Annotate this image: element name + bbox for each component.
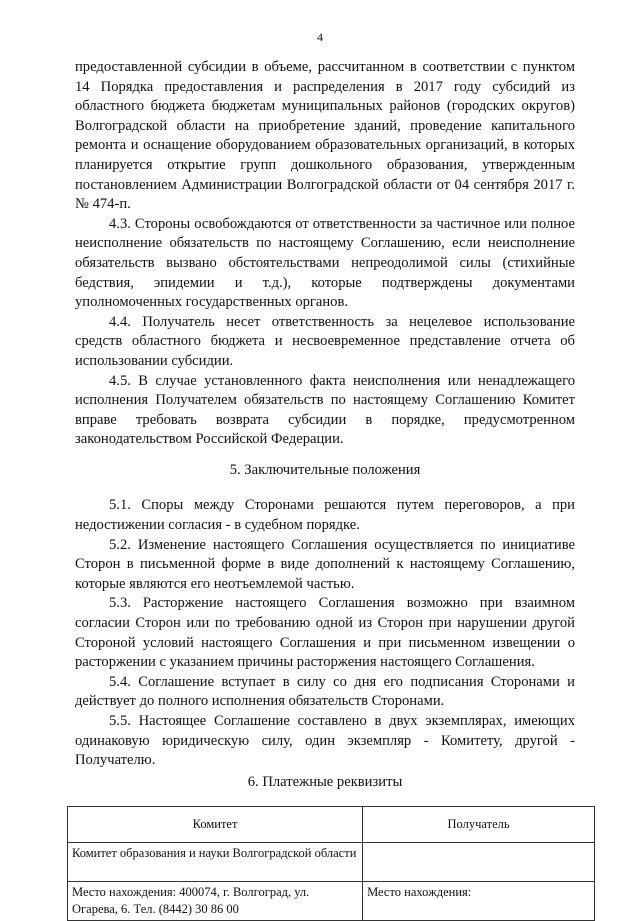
paragraph-4-2-continuation: предоставленной субсидии в объеме, рассчитанном в соответствии с пунктом 14 Порядка предоставления и распределения в 2017 году субсидий из областного бюджета бюджетам муниципальных районов (городских округов) Волгоградской области на приобретение зданий, проведение капитального ремонта и оснащение оборудованием образовательных организаций, в которых планируется открытие групп дошкольного образования, утвержденным постановлением Администрации Волгоградской области от 04 сентября 2017 г. № 474-п. — [75, 59, 575, 213]
header-committee: Комитет — [68, 807, 363, 843]
table-row — [68, 882, 595, 921]
paragraph-5-4: 5.4. Соглашение вступает в силу со дня его подписания Сторонами и действует до полного исполнения обязательств Сторонами. — [75, 673, 575, 710]
paragraph-4-4: 4.4. Получатель несет ответственность за нецелевое использование средств областного бюджета и несвоевременное представление отчета об использовании субсидии. — [75, 313, 575, 369]
recipient-address-cell: Место нахождения: — [363, 882, 595, 921]
paragraph-4-3: 4.3. Стороны освобождаются от ответственности за частичное или полное неисполнение обязательств по настоящему Соглашению, если неисполнение обязательств вызвано обстоятельствами непреодолимой силы (стихийные бедствия, эпидемии и т.д.), которые подтверждены документами уполномоченных государственных органов. — [75, 215, 575, 311]
paragraph-5-3: 5.3. Расторжение настоящего Соглашения возможно при взаимном согласии Сторон или по требованию одной из Сторон при нарушении другой Стороной условий настоящего Соглашения и при письменном извещении о расторжении с указанием причины расторжения настоящего Соглашения. — [75, 595, 575, 671]
recipient-name-cell — [363, 843, 595, 882]
paragraph-5-1: 5.1. Споры между Сторонами решаются путем переговоров, а при недостижении согласия - в судебном порядке. — [75, 497, 575, 534]
section-5-heading: 5. Заключительные положения — [229, 461, 421, 478]
committee-name-cell: Комитет образования и науки Волгоградской области — [68, 843, 363, 882]
header-recipient: Получатель — [363, 807, 595, 843]
page-number: 4 — [317, 30, 323, 44]
section-6-heading: 6. Платежные реквизиты — [247, 773, 403, 790]
paragraph-5-5: 5.5. Настоящее Соглашение составлено в двух экземплярах, имеющих одинаковую юридическую силу, один экземпляр - Комитету, другой - Получателю. — [75, 713, 575, 769]
paragraph-5-2: 5.2. Изменение настоящего Соглашения осуществляется по инициативе Сторон в письменной форме в виде дополнений к настоящему Соглашению, которые являются его неотъемлемой частью. — [75, 536, 575, 592]
document-body — [72, 58, 575, 921]
committee-address-cell: Место нахождения: 400074, г. Волгоград, ул. Огарева, 6. Тел. (8442) 30 86 00 — [68, 882, 363, 921]
table-row — [68, 843, 595, 882]
paragraph-4-5: 4.5. В случае установленного факта неисполнения или ненадлежащего исполнения Получателем обязательств по настоящему Соглашению Комитет вправе требовать возврата субсидии в порядке, предусмотренном законодательством Российской Федерации. — [75, 372, 575, 448]
payment-details-table — [67, 806, 595, 921]
table-header-row — [68, 807, 595, 843]
